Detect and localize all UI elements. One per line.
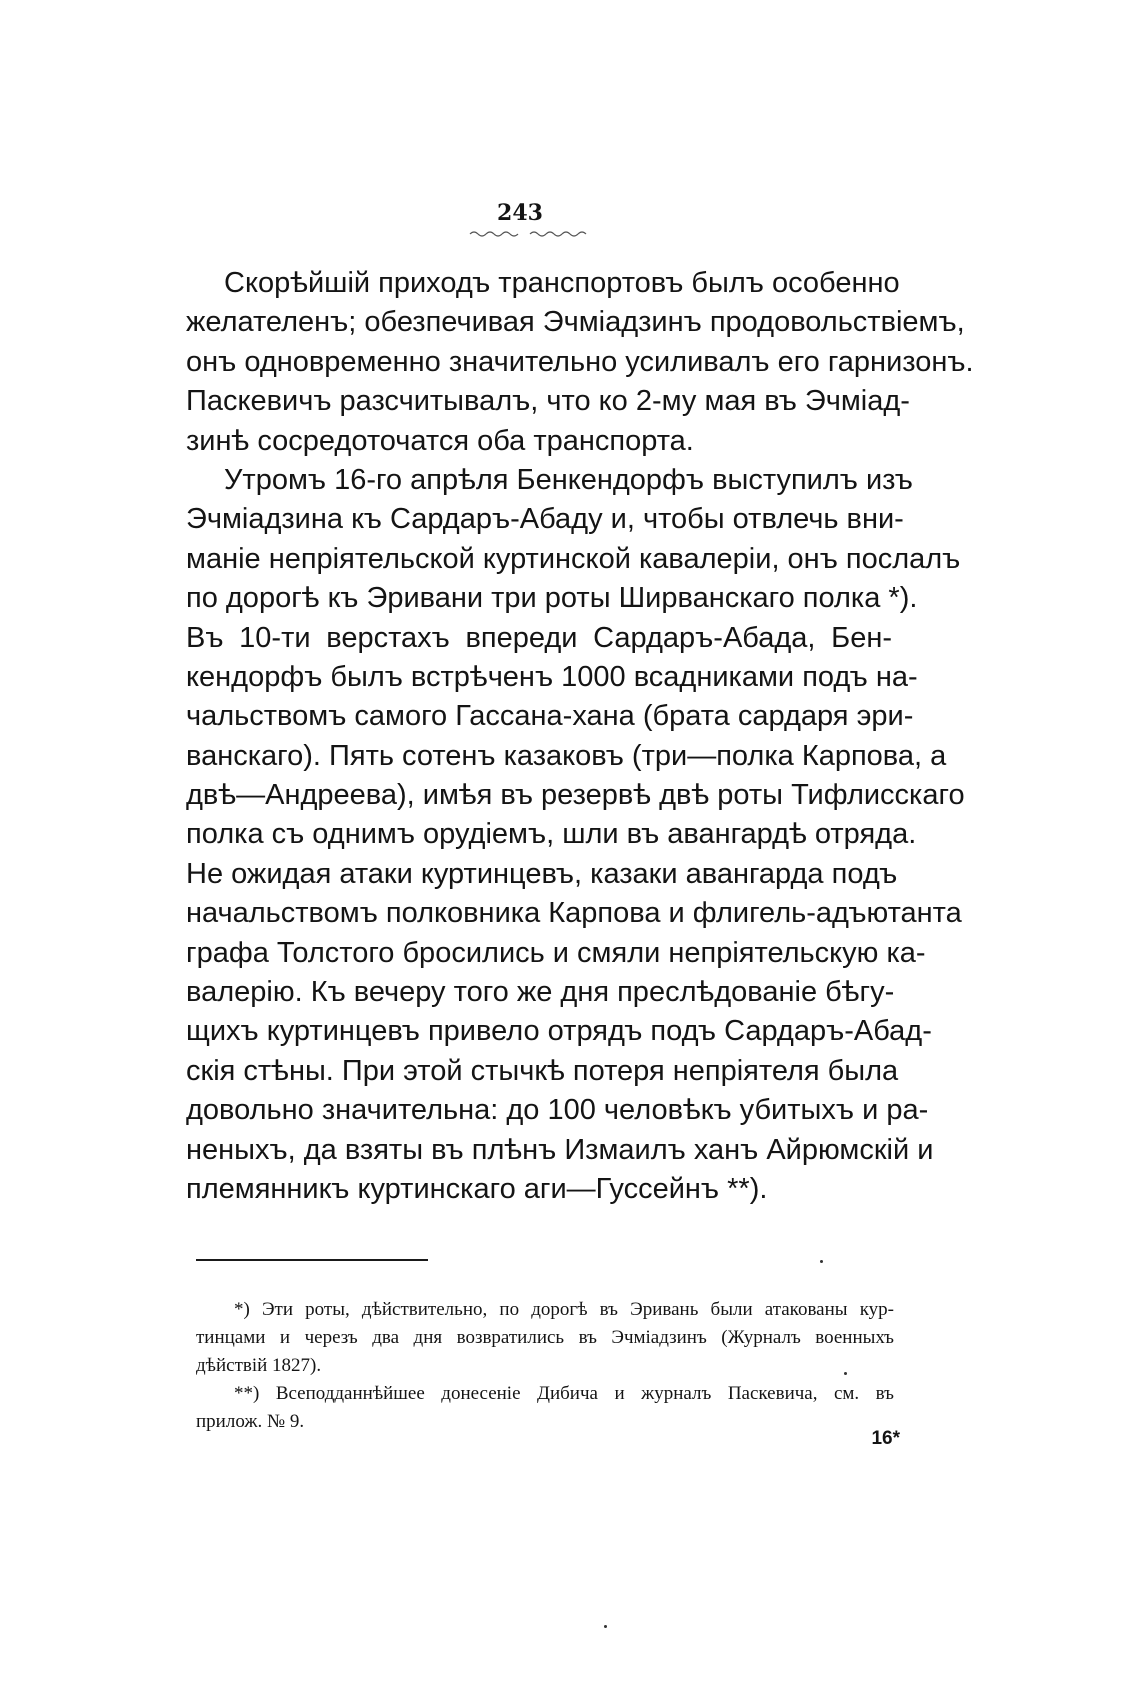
text-line: щихъ куртинцевъ привело отрядъ подъ Сардаръ-Абад- [186, 1015, 932, 1048]
footnote-2 [196, 1380, 894, 1436]
text-line: довольно значительна: до 100 человѣкъ убитыхъ и ра- [186, 1094, 929, 1127]
main-text [186, 264, 974, 1209]
text-line: чальствомъ самого Гассана-хана (брата сардаря эри- [186, 700, 914, 733]
text-line: маніе непріятельской куртинской кавалеріи, онъ послалъ [186, 542, 961, 575]
paragraph-1 [186, 264, 974, 461]
text-line: двѣ—Андреева), имѣя въ резервѣ двѣ роты Тифлисскаго [186, 779, 965, 812]
footnote-line: **) Всеподданнѣйшее донесеніе Дибича и журналъ Паскевича, см. въ [234, 1383, 894, 1404]
ornament-divider [468, 228, 588, 238]
text-line: Скорѣйшій приходъ транспортовъ былъ особенно [224, 267, 900, 299]
footnote-separator [196, 1259, 428, 1261]
text-line: племянникъ куртинскаго аги—Гуссейнъ **). [186, 1172, 768, 1205]
text-line: Паскевичъ разсчитывалъ, что ко 2-му мая въ Эчміад- [186, 385, 910, 418]
print-speck [604, 1625, 607, 1628]
text-line: валерію. Къ вечеру того же дня преслѣдованіе бѣгу- [186, 976, 895, 1009]
text-line: неныхъ, да взяты въ плѣнъ Измаилъ ханъ Айрюмскій и [186, 1133, 934, 1166]
text-line: по дорогѣ къ Эривани три роты Ширванскаго полка *). [186, 582, 918, 615]
footnote-line: дѣйствій 1827). [196, 1355, 322, 1376]
text-line: кендорфъ былъ встрѣченъ 1000 всадниками подъ на- [186, 660, 918, 693]
text-line: ванскаго). Пять сотенъ казаковъ (три—полка Карпова, а [186, 739, 947, 772]
footnotes [196, 1296, 894, 1436]
text-line: Въ 10-ти верстахъ впереди Сардаръ-Абада, Бен- [186, 621, 892, 654]
footnote-line: *) Эти роты, дѣйствительно, по дорогѣ въ Эривань были атакованы кур- [234, 1299, 894, 1320]
text-line: полка съ однимъ орудіемъ, шли въ авангардѣ отряда. [186, 818, 917, 851]
footnote-1 [196, 1296, 894, 1380]
print-speck [820, 1260, 823, 1263]
text-line: Утромъ 16-го апрѣля Бенкендорфъ выступилъ изъ [224, 463, 913, 496]
print-speck [844, 1372, 847, 1375]
paragraph-2 [186, 461, 965, 1209]
signature-mark: 16* [871, 1428, 900, 1449]
text-line: Эчміадзина къ Сардаръ-Абаду и, чтобы отвлечь вни- [186, 503, 904, 536]
page-number: 243 [497, 200, 543, 226]
text-line: скія стѣны. При этой стычкѣ потеря непріятеля была [186, 1054, 899, 1087]
text-line: онъ одновременно значительно усиливалъ его гарнизонъ. [186, 345, 974, 378]
text-line: желателенъ; обезпечивая Эчміадзинъ продовольствіемъ, [186, 306, 965, 339]
text-line: графа Толстого бросились и смяли непріятельскую ка- [186, 936, 926, 969]
text-line: Не ожидая атаки куртинцевъ, казаки авангарда подъ [186, 857, 898, 890]
footnote-line: прилож. № 9. [196, 1411, 305, 1432]
text-line: зинѣ сосредоточатся оба транспорта. [186, 424, 694, 457]
text-line: начальствомъ полковника Карпова и флигель-адъютанта [186, 897, 962, 930]
footnote-line: тинцами и черезъ два дня возвратились въ Эчміадзинъ (Журналъ военныхъ [196, 1327, 894, 1348]
